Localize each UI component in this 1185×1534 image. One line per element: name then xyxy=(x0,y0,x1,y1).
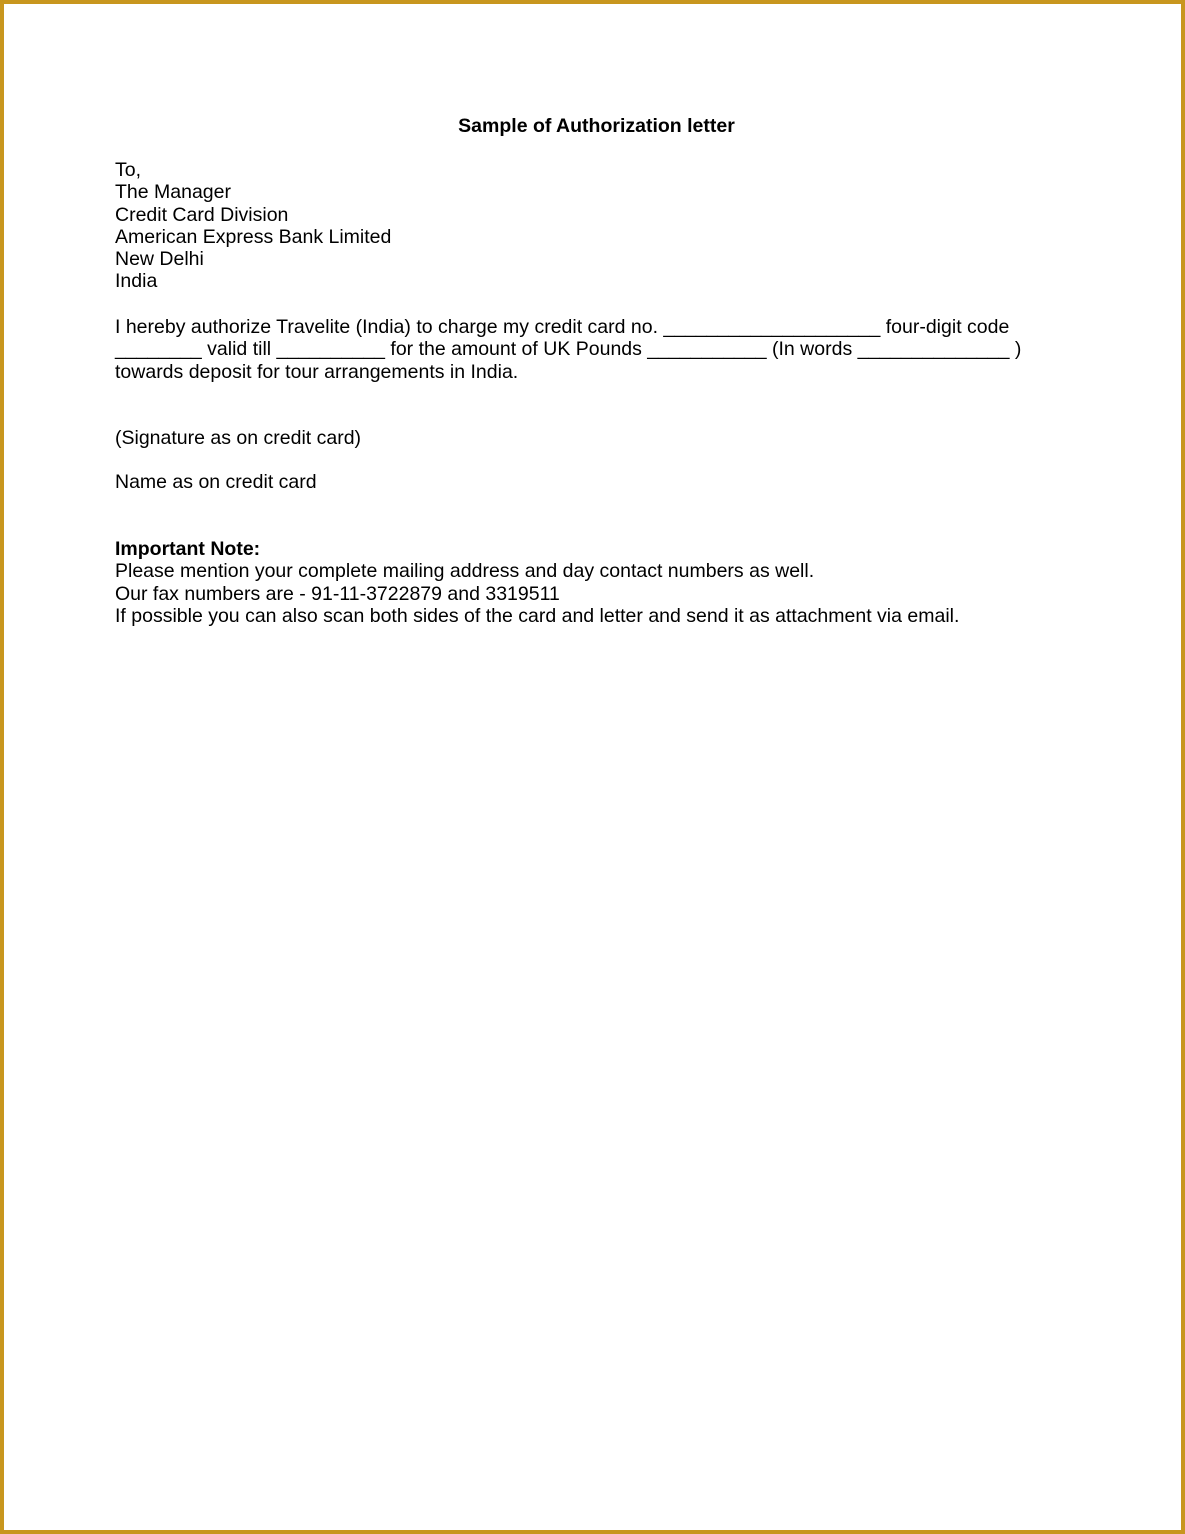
paragraph-line: towards deposit for tour arrangements in India. xyxy=(115,360,519,383)
note-heading: Important Note: xyxy=(115,538,261,560)
address-line: New Delhi xyxy=(115,248,204,271)
address-line: American Express Bank Limited xyxy=(115,225,392,248)
signature-label xyxy=(115,427,361,449)
address-line: Credit Card Division xyxy=(115,203,289,226)
paragraph-line: ________ valid till __________ for the amount of UK Pounds ___________ (In words ______________ ) xyxy=(115,338,1022,361)
name-label xyxy=(115,471,317,493)
paragraph-line: I hereby authorize Travelite (India) to charge my credit card no. ____________________ four-digit code xyxy=(115,316,1010,338)
note-line: Our fax numbers are - 91-11-3722879 and 3319511 xyxy=(115,582,560,605)
note-line: Please mention your complete mailing address and day contact numbers as well. xyxy=(115,560,815,583)
address-line: The Manager xyxy=(115,181,231,204)
address-line: India xyxy=(115,270,158,293)
authorization-paragraph xyxy=(115,316,1021,383)
note-line: If possible you can also scan both sides of the card and letter and send it as attachment via email. xyxy=(115,604,960,627)
name-text: Name as on credit card xyxy=(115,471,317,493)
important-note xyxy=(115,538,959,627)
address-line: To, xyxy=(115,159,142,181)
recipient-address xyxy=(115,159,391,293)
signature-text: (Signature as on credit card) xyxy=(115,427,362,449)
page-title: Sample of Authorization letter xyxy=(458,115,735,137)
